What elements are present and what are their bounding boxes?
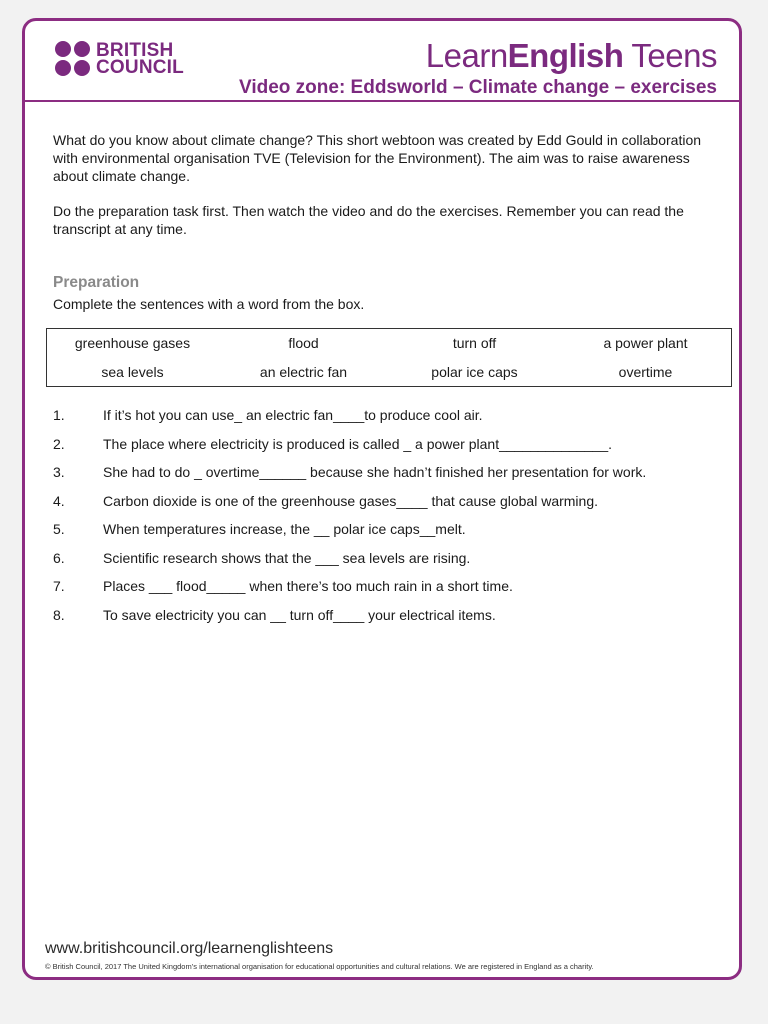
question-text[interactable]: She had to do _ overtime______ because she hadn’t finished her presentation for work. [103,464,647,480]
question-number: 6. [53,549,65,566]
preparation-instruction: Complete the sentences with a word from the box. [53,296,365,312]
question-item [53,578,723,607]
word-box-item: turn off [452,335,497,352]
question-number: 2. [53,435,65,452]
question-number: 4. [53,492,65,509]
question-number: 8. [53,606,65,623]
word-box-item: polar ice caps [431,363,518,380]
footer-url-link[interactable]: www.britishcouncil.org/learnenglishteens [45,940,334,957]
question-number: 1. [53,407,65,423]
intro-paragraph-2: Do the preparation task first. Then watch the video and do the exercises. Remember you can read the transcript at any time. [53,203,684,237]
word-box [46,328,732,387]
logo-learn: Learn [425,37,508,74]
preparation-heading: Preparation [53,274,140,291]
question-item [53,493,723,522]
word-box-item: greenhouse gases [74,335,191,352]
question-text[interactable]: Carbon dioxide is one of the greenhouse gases____ that cause global warming. [103,492,598,509]
logo-line-council: COUNCIL [96,56,184,78]
word-box-item: sea levels [101,363,164,380]
question-item [53,521,723,550]
question-number: 3. [53,464,65,480]
intro-paragraph-1: What do you know about climate change? This short webtoon was created by Edd Gould in collaboration with environmental organisation TVE (Television for the Environment). The aim was to raise awareness about climate change. [53,132,702,184]
british-council-logo[interactable] [55,41,184,76]
question-text[interactable]: Places ___ flood_____ when there’s too much rain in a short time. [103,578,513,594]
question-item [53,436,723,465]
header-divider [25,100,739,102]
word-box-item: flood [288,335,319,352]
question-text[interactable]: The place where electricity is produced is called _ a power plant______________. [103,435,612,452]
question-number: 5. [53,521,65,537]
footer-copyright: © British Council, 2017 The United Kingdom’s international organisation for educational opportunities and cultural relations. We are registered in England as a charity. [45,962,594,971]
question-item [53,550,723,579]
page-title: Video zone: Eddsworld – Climate change – exercises [239,77,717,98]
word-box-item: a power plant [603,335,688,352]
question-text[interactable]: Scientific research shows that the ___ sea levels are rising. [103,549,471,566]
question-text[interactable]: If it’s hot you can use_ an electric fan____to produce cool air. [103,407,483,423]
word-box-item: overtime [618,363,673,380]
learnenglish-teens-logo[interactable] [426,37,717,75]
logo-teens: Teens [623,37,717,74]
british-council-dots-icon [55,41,90,76]
question-number: 7. [53,578,65,594]
question-list [53,407,723,635]
logo-english: English [507,37,624,74]
intro-section [53,131,723,255]
question-item [53,407,723,436]
question-item [53,607,723,636]
logo-line-british: BRITISH [96,39,174,61]
worksheet-page [22,18,742,980]
word-box-item: an electric fan [259,363,348,380]
question-text[interactable]: To save electricity you can __ turn off____ your electrical items. [103,606,496,623]
question-text[interactable]: When temperatures increase, the __ polar ice caps__melt. [103,521,466,537]
question-item [53,464,723,493]
